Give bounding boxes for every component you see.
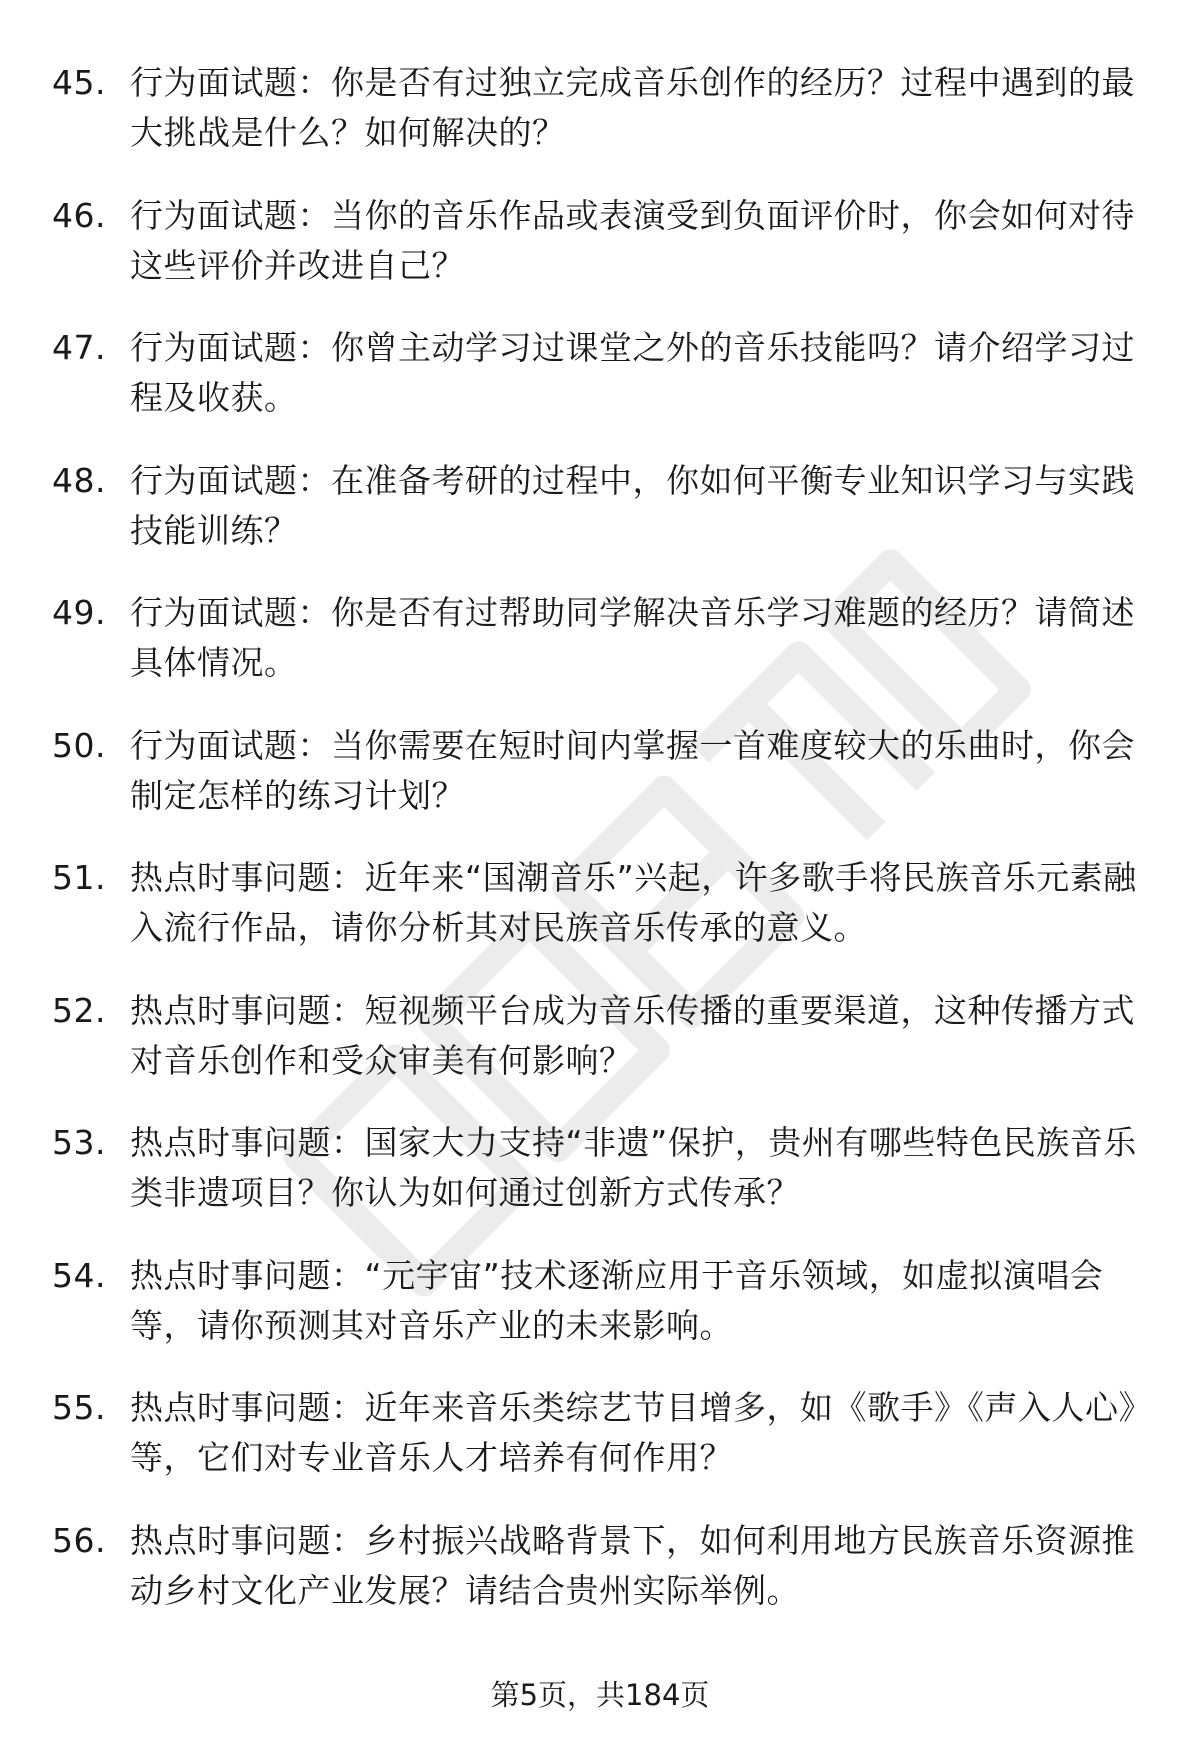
- question-number: 51.: [52, 858, 106, 897]
- question-number: 50.: [52, 725, 106, 765]
- question-item: [52, 1251, 1152, 1351]
- question-number: 56.: [52, 1520, 106, 1560]
- question-item: [52, 588, 1152, 688]
- question-number: 48.: [52, 460, 106, 500]
- question-text: 热点时事问题：短视频平台成为音乐传播的重要渠道，这种传播方式对音乐创作和受众审美有何影响？: [130, 990, 1135, 1080]
- question-item: [52, 853, 1152, 953]
- question-item: [52, 1118, 1152, 1218]
- question-text: 行为面试题：当你的音乐作品或表演受到负面评价时，你会如何对待这些评价并改进自己？: [130, 195, 1135, 285]
- question-text: 行为面试题：在准备考研的过程中，你如何平衡专业知识学习与实践技能训练？: [130, 460, 1135, 550]
- question-number: 47.: [52, 328, 106, 367]
- question-number: 55.: [52, 1388, 106, 1427]
- question-item: [52, 721, 1152, 821]
- page-number-label: 第5页，共184页: [490, 1678, 710, 1712]
- question-text: 热点时事问题：近年来“国潮音乐”兴起，许多歌手将民族音乐元素融入流行作品，请你分析其对民族音乐传承的意义。: [130, 858, 1137, 947]
- question-item: [52, 323, 1152, 423]
- question-number: 45.: [52, 63, 106, 102]
- question-text: 热点时事问题：乡村振兴战略背景下，如何利用地方民族音乐资源推动乡村文化产业发展？请结合贵州实际举例。: [130, 1520, 1135, 1610]
- question-number: 52.: [52, 990, 106, 1030]
- question-item: [52, 986, 1152, 1086]
- question-item: [52, 456, 1152, 556]
- question-number: 53.: [52, 1123, 106, 1162]
- question-number: 49.: [52, 593, 106, 632]
- question-item: [52, 1383, 1152, 1483]
- question-item: [52, 1516, 1152, 1616]
- page-footer: [0, 1675, 1200, 1715]
- question-text: 热点时事问题：“元宇宙”技术逐渐应用于音乐领域，如虚拟演唱会等，请你预测其对音乐产业的未来影响。: [130, 1255, 1104, 1345]
- question-text: 热点时事问题：国家大力支持“非遗”保护，贵州有哪些特色民族音乐类非遗项目？你认为如何通过创新方式传承？: [130, 1123, 1137, 1212]
- question-list: [52, 58, 1152, 1648]
- question-text: 行为面试题：你曾主动学习过课堂之外的音乐技能吗？请介绍学习过程及收获。: [130, 328, 1135, 417]
- question-text: 热点时事问题：近年来音乐类综艺节目增多，如《歌手》《声入人心》等，它们对专业音乐人才培养有何作用？: [130, 1388, 1152, 1477]
- question-text: 行为面试题：当你需要在短时间内掌握一首难度较大的乐曲时，你会制定怎样的练习计划？: [130, 725, 1135, 815]
- question-number: 54.: [52, 1255, 106, 1295]
- question-item: [52, 191, 1152, 291]
- question-text: 行为面试题：你是否有过帮助同学解决音乐学习难题的经历？请简述具体情况。: [130, 593, 1135, 682]
- question-number: 46.: [52, 195, 106, 235]
- question-text: 行为面试题：你是否有过独立完成音乐创作的经历？过程中遇到的最大挑战是什么？如何解决的？: [130, 63, 1135, 152]
- question-item: [52, 58, 1152, 158]
